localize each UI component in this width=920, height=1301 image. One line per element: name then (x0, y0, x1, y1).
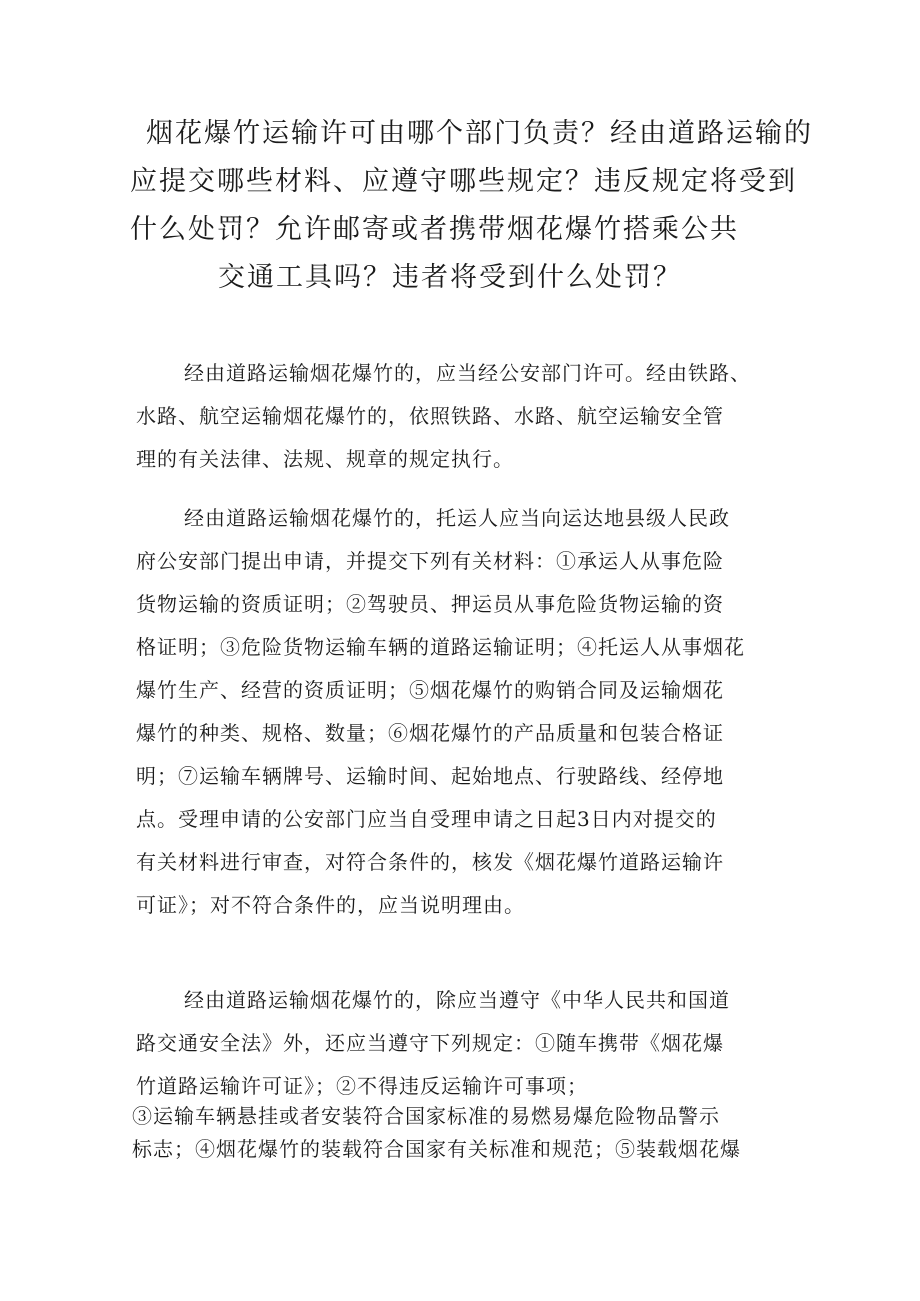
paragraph-2-line-8: 点。受理申请的公安部门应当自受理申请之日起3日内对提交的 (136, 807, 717, 831)
paragraph-2-line-10: 可证》；对不符合条件的，应当说明理由。 (136, 893, 525, 917)
paragraph-3-line-1: 经由道路运输烟花爆竹的，除应当遵守《中华人民共和国道 (184, 988, 730, 1012)
paragraph-2-line-9: 有关材料进行审查，对符合条件的，核发《烟花爆竹道路运输许 (136, 850, 724, 874)
paragraph-1-line-2: 水路、航空运输烟花爆竹的，依照铁路、水路、航空运输安全管 (136, 404, 724, 428)
paragraph-3-line-3: 竹道路运输许可证》；②不得违反运输许可事项； (136, 1074, 588, 1098)
paragraph-3 (132, 979, 796, 1166)
paragraph-2-line-1: 经由道路运输烟花爆竹的，托运人应当向运达地县级人民政 (184, 506, 730, 530)
title-line-3: 什么处罚？允许邮寄或者携带烟花爆竹搭乘公共 (130, 214, 739, 245)
paragraph-3-line-5: 标志；④烟花爆竹的装载符合国家有关标准和规范；⑤装载烟花爆 (132, 1137, 741, 1161)
paragraph-1-body (136, 352, 796, 481)
title-line-4: 交通工具吗？违者将受到什么处罚？ (218, 262, 682, 293)
paragraph-2-line-3: 货物运输的资质证明；②驾驶员、押运员从事危险货物运输的资 (136, 592, 724, 616)
paragraph-2 (136, 497, 796, 927)
paragraph-1-line-3: 理的有关法律、法规、规章的规定执行。 (136, 447, 514, 471)
document-title (130, 110, 813, 302)
paragraph-2-line-7: 明；⑦运输车辆牌号、运输时间、起始地点、行驶路线、经停地 (136, 764, 724, 788)
paragraph-3-line-2: 路交通安全法》外，还应当遵守下列规定：①随车携带《烟花爆 (136, 1031, 724, 1055)
title-line-2: 应提交哪些材料、应遵守哪些规定？违反规定将受到 (130, 166, 797, 197)
paragraph-2-line-4: 格证明；③危险货物运输车辆的道路运输证明；④托运人从事烟花 (136, 635, 745, 659)
paragraph-1-line-1: 经由道路运输烟花爆竹的，应当经公安部门许可。经由铁路、 (184, 361, 751, 385)
paragraph-2-line-5: 爆竹生产、经营的资质证明；⑤烟花爆竹的购销合同及运输烟花 (136, 678, 724, 702)
paragraph-3-line-4: ③运输车辆悬挂或者安装符合国家标准的易燃易爆危险物品警示 (132, 1104, 720, 1128)
title-line-1: 烟花爆竹运输许可由哪个部门负责？经由道路运输的 (146, 118, 813, 149)
paragraph-2-line-2: 府公安部门提出申请，并提交下列有关材料：①承运人从事危险 (136, 549, 724, 573)
paragraph-2-line-6: 爆竹的种类、规格、数量；⑥烟花爆竹的产品质量和包装合格证 (136, 721, 724, 745)
